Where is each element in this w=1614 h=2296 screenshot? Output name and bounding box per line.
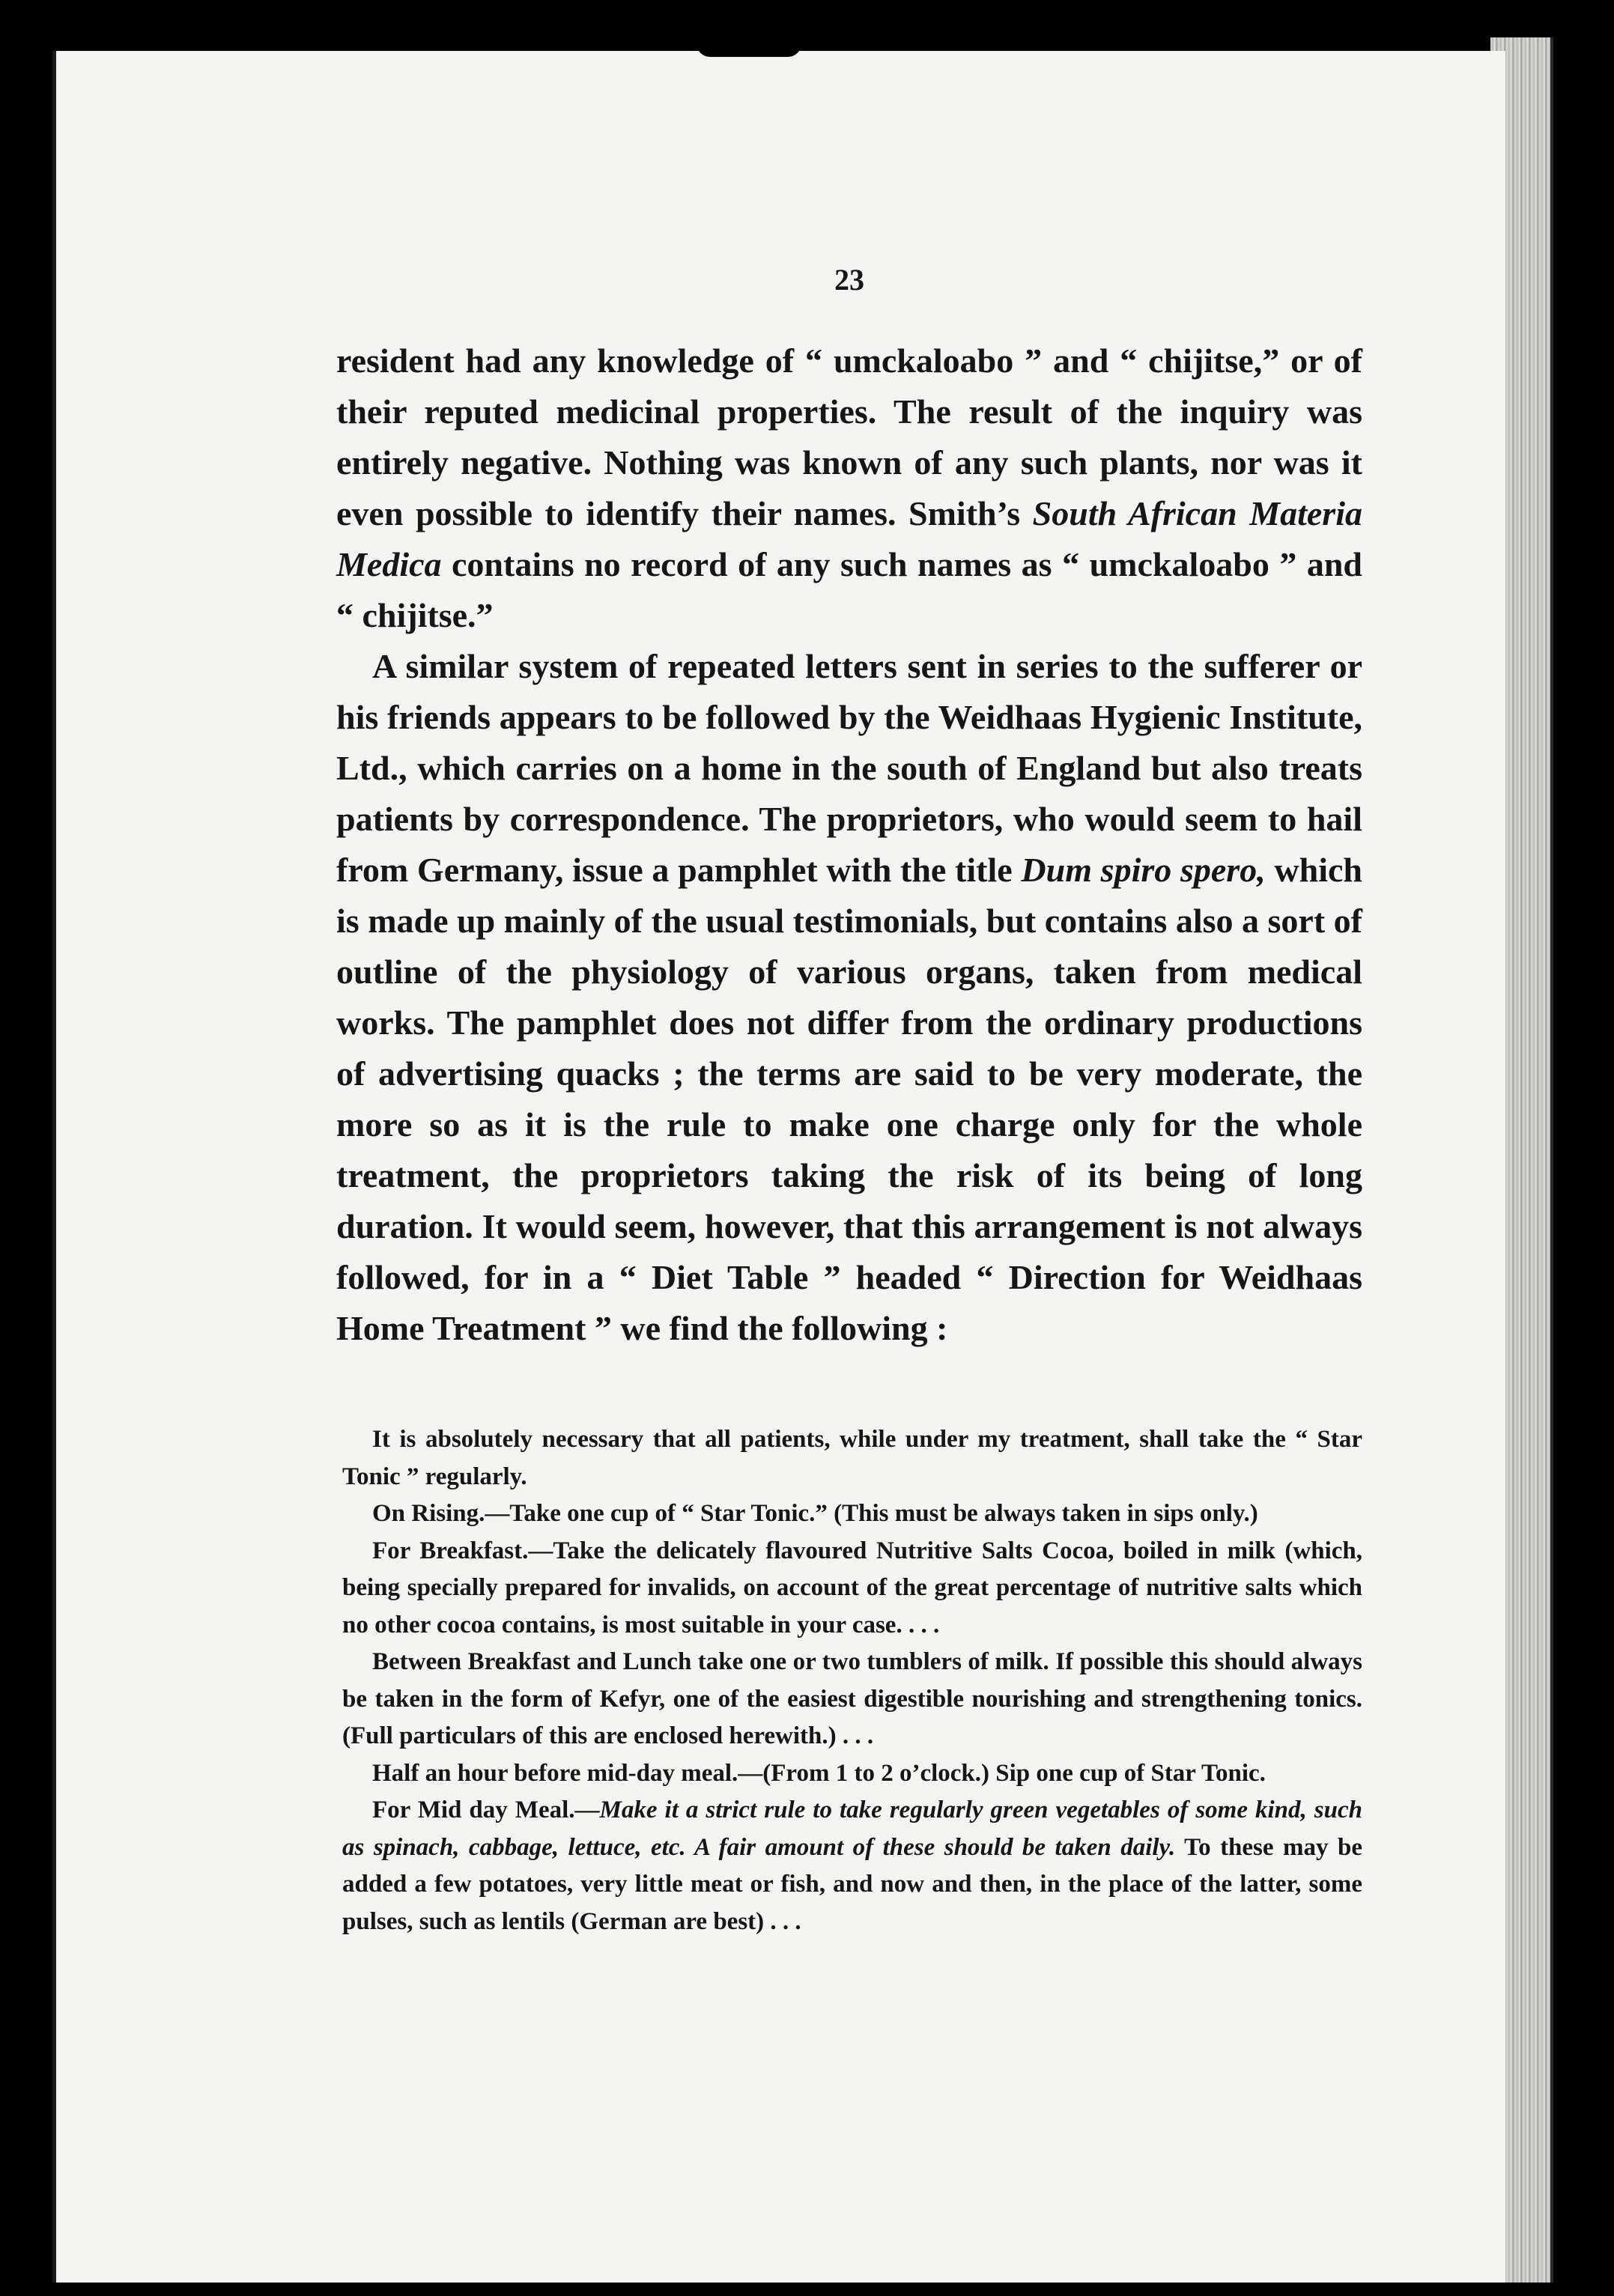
paragraph-1-text-a: resident had any knowledge of “ umckaloabo ” and “ chijitse,” or of their reputed medicinal properties. The result of the inquiry was entirely negative. Nothing was known of any such plants, nor was it even possible to identify their names. Smith’s bbox=[336, 341, 1362, 532]
paragraph-2-text-b: which is made up mainly of the usual testimonials, but contains also a sort of outline of the physiology of various organs, taken from medical works. The pamphlet does not differ from the ordinary productions of advertising quacks ; the terms are said to be very moderate, the more so as it is the rule to make one charge only for the whole treatment, the proprietors taking the risk of its being of long duration. It would seem, however, that this arrangement is not always followed, for in a “ Diet Table ” headed “ Direction for Weidhaas Home Treatment ” we find the following : bbox=[336, 851, 1362, 1347]
book-page bbox=[52, 51, 1505, 2283]
quote-paragraph-2: On Rising.—Take one cup of “ Star Tonic.” (This must be always taken in sips only.) bbox=[372, 1500, 1258, 1527]
paragraph-2 bbox=[336, 641, 1362, 1354]
pamphlet-title: Dum spiro spero, bbox=[1021, 851, 1266, 889]
quote-paragraph-3: For Breakfast.—Take the delicately flavoured Nutritive Salts Cocoa, boiled in milk (which, being specially prepared for invalids, on account of the great percentage of nutritive salts which no other cocoa contains, is most suitable in your case. . . . bbox=[342, 1537, 1362, 1639]
quote-paragraph-6 bbox=[342, 1792, 1362, 1940]
scan-top-shadow bbox=[697, 43, 801, 57]
paragraph-2-text-a: A similar system of repeated letters sent in series to the sufferer or his friends appears to be followed by the Weidhaas Hygienic Institute, Ltd., which carries on a home in the south of England but also treats patients by correspondence. The proprietors, who would seem to hail from Germany, issue a pamphlet with the title bbox=[336, 647, 1362, 889]
quote-paragraph-1: It is absolutely necessary that all patients, while under my treatment, shall take the “ Star Tonic ” regularly. bbox=[342, 1426, 1362, 1490]
body-text bbox=[336, 335, 1362, 1354]
book-title-materia-medica: South African Materia Medica bbox=[336, 494, 1362, 583]
paragraph-1-text-b: contains no record of any such names as “ umckaloabo ” and “ chijitse.” bbox=[336, 545, 1362, 634]
page-number: 23 bbox=[834, 263, 864, 297]
quote-paragraph-5: Half an hour before mid-day meal.—(From 1 to 2 o’clock.) Sip one cup of Star Tonic. bbox=[372, 1759, 1266, 1787]
paragraph-1 bbox=[336, 335, 1362, 641]
quote-paragraph-6-italic: Make it a strict rule to take regularly green vegetables of some kind, such as spinach, cabbage, lettuce, etc. A fair amount of these should be taken daily. bbox=[342, 1797, 1362, 1861]
quote-paragraph-6-text-a: For Mid day Meal.— bbox=[372, 1797, 600, 1823]
quote-paragraph-6-text-b: To these may be added a few potatoes, very little meat or fish, and now and then, in the place of the latter, some pulses, such as lentils (German are best) . . . bbox=[342, 1833, 1362, 1935]
quote-paragraph-4: Between Breakfast and Lunch take one or two tumblers of milk. If possible this should always be taken in the form of Kefyr, one of the easiest digestible nourishing and strengthening tonics. (Full particulars of this are enclosed herewith.) . . . bbox=[342, 1648, 1362, 1749]
quoted-diet-table bbox=[342, 1421, 1362, 1940]
